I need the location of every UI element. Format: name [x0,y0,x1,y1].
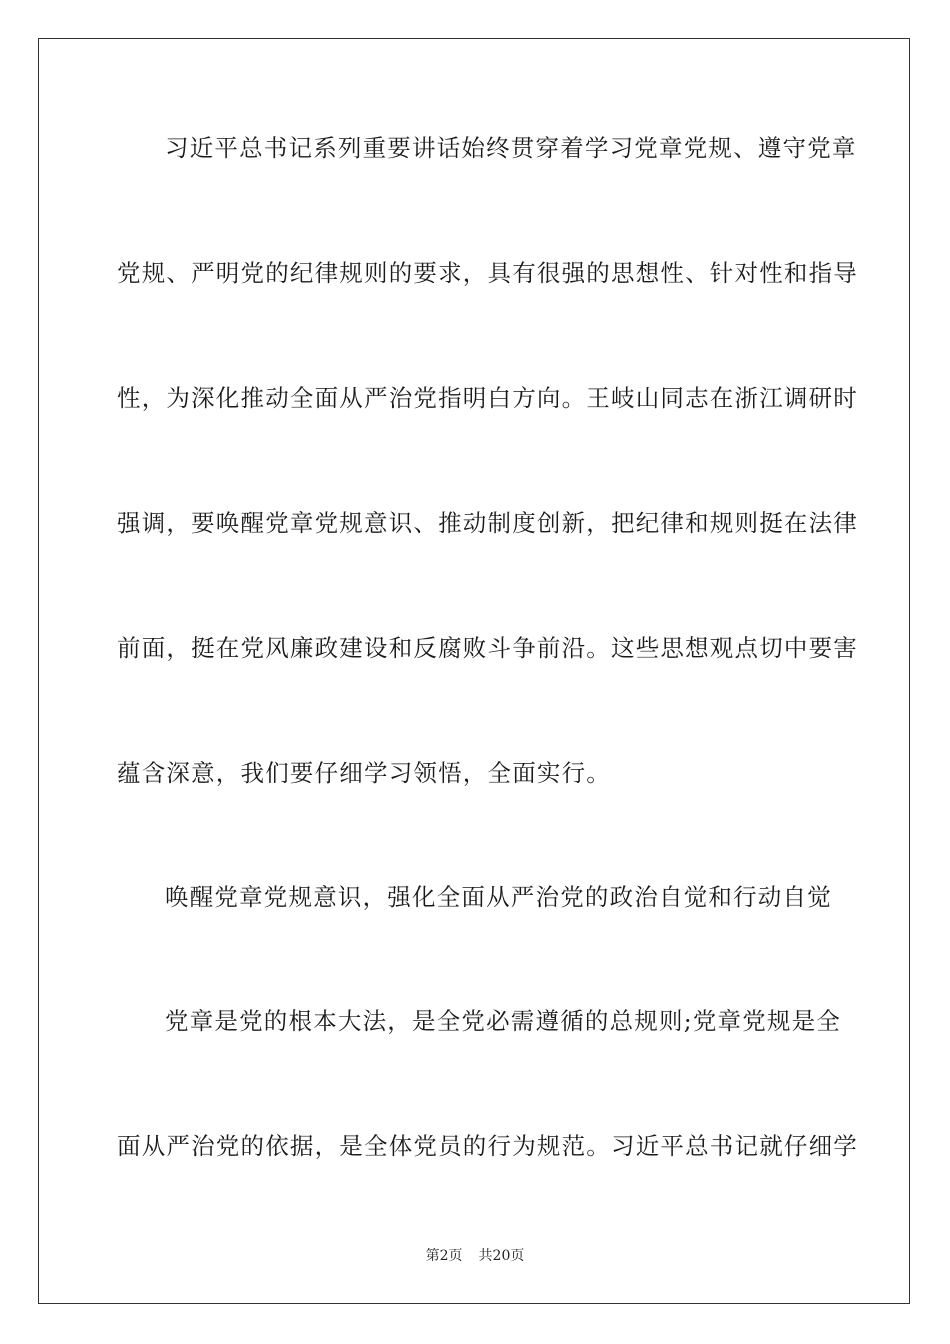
paragraph-1-line-5: 前面，挺在党风廉政建设和反腐败斗争前沿。这些思想观点切中要害 [117,634,858,662]
page-number: 第2页 [425,1248,463,1264]
page-total: 共20页 [478,1248,525,1264]
paragraph-2-line-1: 党章是党的根本大法，是全党必需遵循的总规则;党章党规是全 [165,1007,842,1035]
page-footer [0,1246,950,1266]
page-frame [38,38,910,1304]
section-heading: 唤醒党章党规意识，强化全面从严治党的政治自觉和行动自觉 [165,883,832,911]
paragraph-2-line-2: 面从严治党的依据，是全体党员的行为规范。习近平总书记就仔细学 [117,1132,858,1160]
paragraph-1-line-4: 强调，要唤醒党章党规意识、推动制度创新，把纪律和规则挺在法律 [117,509,858,537]
paragraph-1-line-1: 习近平总书记系列重要讲话始终贯穿着学习党章党规、遵守党章 [165,134,857,162]
paragraph-1-line-6: 蕴含深意，我们要仔细学习领悟，全面实行。 [117,759,611,787]
paragraph-1-line-2: 党规、严明党的纪律规则的要求，具有很强的思想性、针对性和指导 [117,259,858,287]
paragraph-1-line-3: 性，为深化推动全面从严治党指明白方向。王岐山同志在浙江调研时 [117,384,858,412]
